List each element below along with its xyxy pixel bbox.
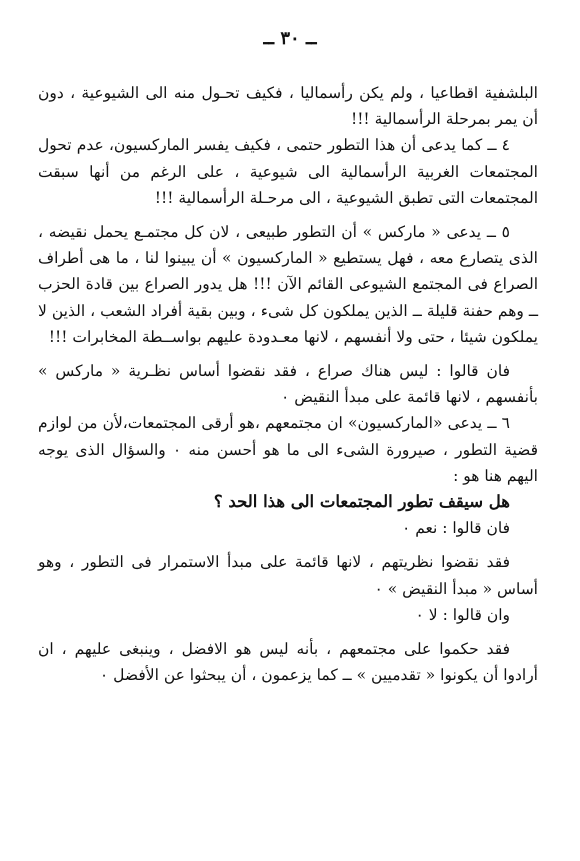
page-number: ــ ٣٠ ــ — [263, 28, 317, 49]
paragraph-yes-consequence: فقد نقضوا نظريتهم ، لانها قائمة على مبدأ الاستمرار فى التطور ، وهو أساس « مبدأ النقيض » ٠ — [38, 553, 538, 598]
paragraph-point-6: ٦ ــ يدعى «الماركسيون» ان مجتمعهم ،هو أرقى المجتمعات،لأن من لوازم قضية التطور ، صيرورة الشىء الى ما هو أحسن منه ٠ والسؤال الذى يوجه اليهم هنا هو : — [38, 414, 538, 485]
body-text — [38, 80, 538, 688]
answer-no: وان قالوا : لا ٠ — [415, 605, 510, 624]
question-line: هل سيقف تطور المجتمعات الى هذا الحد ؟ — [213, 492, 510, 512]
paragraph-point-5: ٥ ــ يدعى « ماركس » أن التطور طبيعى ، لان كل مجتمـع يحمل نقيضه ، الذى يتصارع معه ، فهل يستطيع « الماركسيون » أن يبينوا لنا ، ما هى أطراف الصراع فى المجتمع الشيوعى القائم الآن !!! هل يدور الصراع بين قادة الحزب ــ وهم حفنة قليلة ــ الذين يملكون كل شىء ، وبين بقية أفراد الشعب ، الذين لا يملكون شيئا ، حتى ولا أنفسهم ، لانها معـدودة عليهم بواســطة المخابرات !!! — [38, 223, 538, 346]
paragraph-point-4: ٤ ــ كما يدعى أن هذا التطور حتمى ، فكيف يفسر الماركسيون، عدم تحول المجتمعات الغربية الرأسمالية الى شيوعية ، على الرغم من أنها سبقت المجتمعات التى تطبق الشيوعية ، الى مرحـلة الرأسمالية !!! — [38, 136, 538, 207]
paragraph-objection: فان قالوا : ليس هناك صراع ، فقد نقضوا أساس نظـرية « ماركس » بأنفسهم ، لانها قائمة على مبدأ النقيض ٠ — [38, 362, 538, 407]
answer-yes: فان قالوا : نعم ٠ — [401, 519, 510, 538]
paragraph-no-consequence: فقد حكموا على مجتمعهم ، بأنه ليس هو الافضل ، وينبغى عليهم ، ان أرادوا أن يكونوا « تقدميين » ــ كما يزعمون ، أن يبحثوا عن الأفضل ٠ — [38, 640, 538, 685]
paragraph-continuation: البلشفية اقطاعيا ، ولم يكن رأسماليا ، فكيف تحـول منه الى الشيوعية ، دون أن يمر بمرحلة الرأسمالية !!! — [38, 84, 538, 129]
